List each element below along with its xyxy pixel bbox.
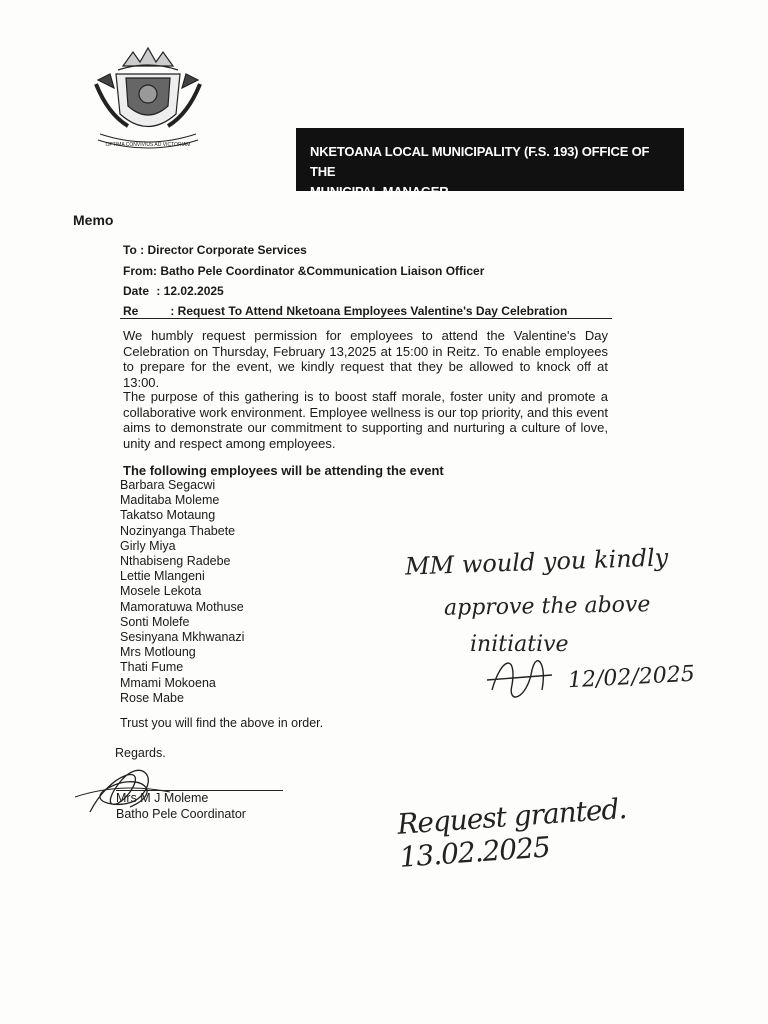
list-item: Maditaba Moleme [120,493,220,508]
body-paragraph-1: We humbly request permission for employees to attend the Valentine's Day Celebration on Thursday, February 13,2025 at 15:00 in Reitz. To enable employees to prepare for the event, we kindly request that they be allowed to knock off at 13:00. [123,328,608,390]
list-item: Mosele Lekota [120,584,202,599]
to-value: : Director Corporate Services [140,243,307,257]
list-item: Barbara Segacwi [120,478,216,492]
list-item: Mmami Mokoena [120,675,216,690]
signatory-role: Batho Pele Coordinator [116,807,246,821]
list-item: Takatso Motaung [120,508,216,523]
header-line-1: NKETOANA LOCAL MUNICIPALITY (F.S. 193) OFFICE OF THE [310,144,650,179]
header-line-2: MUNICIPAL MANAGER. [310,184,452,199]
handwritten-approval: Request granted. 13.02.2025 [396,791,628,874]
header-banner [296,128,684,199]
municipal-crest-logo [88,44,208,162]
date-value: : 12.02.2025 [156,284,224,298]
from-field [123,264,484,278]
to-field [123,243,307,257]
list-item: Nthabiseng Radebe [120,554,231,569]
handwritten-note-line-2: approve the above [443,592,651,621]
list-item: Sesinyana Mkhwanazi [120,630,245,645]
from-label: From: [123,264,157,278]
list-item: Nozinyanga Thabete [120,523,236,538]
list-item: Sonti Molefe [120,614,190,629]
list-item: Rose Mabe [120,690,184,705]
from-value: Batho Pele Coordinator &Communication Liaison Officer [160,264,485,278]
handwritten-note-line-1: MM would you kindly [404,543,669,581]
date-label: Date [123,284,150,298]
regards-text: Regards. [115,746,166,760]
list-item: Mamoratuwa Mothuse [120,599,244,614]
re-value: : Request To Attend Nketoana Employees Valentine's Day Celebration [170,304,568,318]
list-item: Mrs Motloung [120,645,196,660]
list-item: Girly Miya [120,538,176,553]
closing-line: Trust you will find the above in order. [120,716,324,730]
signatory-name: Mrs M J Moleme [116,791,209,805]
date-field [123,284,224,298]
handwritten-note-line-3: initiative [470,632,569,657]
employee-list-title: The following employees will be attending the event [123,463,444,478]
subject-underline [120,318,612,319]
handwritten-initial-scribble [482,650,562,710]
list-item: Thati Fume [120,660,184,675]
to-label: To [123,243,137,257]
list-item: Lettie Mlangeni [120,569,205,584]
handwritten-note-date: 12/02/2025 [567,661,696,694]
body-paragraph-2: The purpose of this gathering is to boost staff morale, foster unity and promote a collaborative work environment. Employee wellness is our top priority, and this event aims to demonstrate our commitment to supporting and nurturing a culture of love, unity and respect among employees. [123,389,608,451]
re-label: Re [123,304,139,318]
crest-motto: OPTIMA CONVIVIUS AD VICTORIAM [105,142,191,148]
employee-list [120,478,244,706]
re-field [123,304,567,318]
memo-label: Memo [73,212,114,228]
